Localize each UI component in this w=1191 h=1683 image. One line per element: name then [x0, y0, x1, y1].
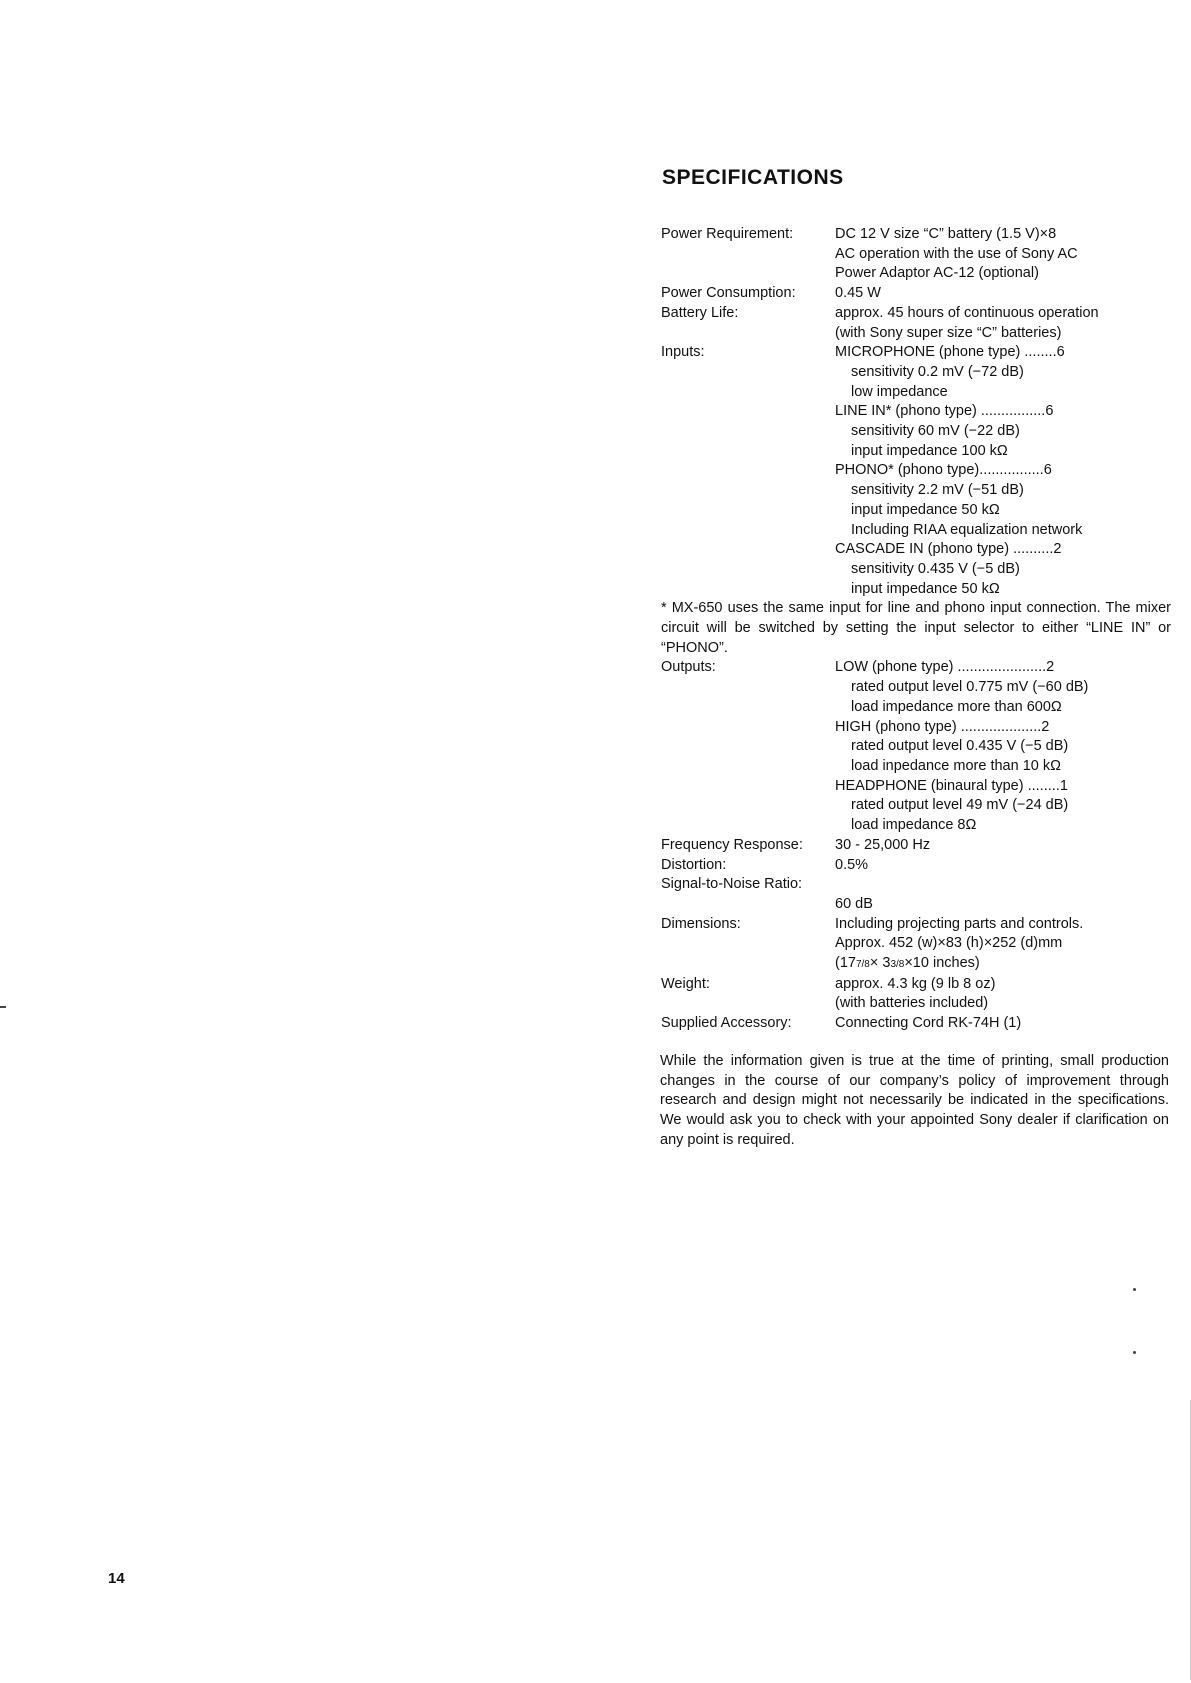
spec-line: sensitivity 60 mV (−22 dB): [851, 423, 1020, 440]
spec-line: load impedance more than 600Ω: [851, 698, 1062, 715]
spec-line: LINE IN* (phono type) ................6: [835, 403, 1054, 420]
spec-line: (with batteries included): [835, 995, 989, 1012]
spec-line: sensitivity 0.2 mV (−72 dB): [851, 363, 1024, 380]
spec-value: 60 dB: [835, 895, 873, 912]
scan-mark: [0, 1006, 6, 1008]
spec-line: input impedance 100 kΩ: [851, 442, 1008, 459]
spec-outputs: [661, 658, 1171, 835]
spec-battery-life: [661, 304, 1171, 343]
spec-value: 30 - 25,000 Hz: [835, 836, 931, 853]
spec-power-requirement: [661, 225, 1171, 284]
spec-line: approx. 45 hours of continuous operation: [835, 304, 1099, 321]
spec-label: Battery Life:: [661, 304, 739, 321]
spec-value: [835, 304, 1171, 343]
spec-value: [835, 975, 1171, 1014]
spec-line: rated output level 49 mV (−24 dB): [851, 797, 1069, 814]
spec-label: Frequency Response:: [661, 836, 803, 853]
spec-value: [835, 658, 1171, 835]
spec-line: approx. 4.3 kg (9 lb 8 oz): [835, 975, 996, 992]
spec-line: Including RIAA equalization network: [851, 521, 1083, 538]
spec-label: Inputs:: [661, 344, 705, 361]
spec-frequency-response: [661, 836, 1171, 856]
spec-line: load impedance 8Ω: [851, 817, 977, 834]
spec-line: PHONO* (phono type)................6: [835, 462, 1052, 479]
spec-line: sensitivity 2.2 mV (−51 dB): [851, 482, 1024, 499]
dim-fraction: 7/8: [855, 959, 870, 971]
spec-value: 0.5%: [835, 856, 869, 873]
spec-label: Distortion:: [661, 856, 727, 873]
spec-power-consumption: [661, 284, 1171, 304]
spec-line: Including projecting parts and controls.: [835, 915, 1084, 932]
spec-label: Power Consumption:: [661, 285, 796, 302]
spec-line: rated output level 0.435 V (−5 dB): [851, 738, 1069, 755]
disclaimer-paragraph: While the information given is true at the time of printing, small production changes in the course of our company’s policy of improvement through research and design might not necessarily be indicated in the specifications. We would ask you to check with your appointed Sony dealer if clarification on any point is required.: [660, 1053, 1169, 1148]
spec-value: 0.45 W: [835, 285, 881, 302]
spec-label: Supplied Accessory:: [661, 1015, 792, 1032]
spec-line: Approx. 452 (w)×83 (h)×252 (d)mm: [835, 935, 1063, 952]
spec-line: input impedance 50 kΩ: [851, 501, 1000, 518]
spec-line: LOW (phone type) ......................2: [835, 659, 1055, 676]
spec-line: HEADPHONE (binaural type) ........1: [835, 777, 1068, 794]
spec-line: CASCADE IN (phono type) ..........2: [835, 541, 1062, 558]
page-title: SPECIFICATIONS: [662, 166, 844, 189]
spec-line: sensitivity 0.435 V (−5 dB): [851, 560, 1020, 577]
spec-line: Power Adaptor AC-12 (optional): [835, 265, 1039, 282]
spec-value: [835, 225, 1171, 284]
spec-label: Outputs:: [661, 659, 716, 676]
spec-inputs: [661, 343, 1171, 599]
spec-value: [835, 343, 1171, 599]
spec-line: AC operation with the use of Sony AC: [835, 245, 1078, 262]
spec-line: MICROPHONE (phone type) ........6: [835, 344, 1065, 361]
spec-line: load inpedance more than 10 kΩ: [851, 757, 1061, 774]
dim-text: ×10 inches): [904, 955, 980, 972]
dim-fraction: 3/8: [890, 959, 905, 971]
spec-line: rated output level 0.775 mV (−60 dB): [851, 679, 1089, 696]
spec-supplied-accessory: [661, 1014, 1171, 1034]
spec-label: Power Requirement:: [661, 226, 794, 242]
spec-dimensions: [661, 915, 1171, 975]
page-number: 14: [108, 1570, 125, 1587]
spec-value: [835, 915, 1171, 975]
dim-text: (17: [835, 955, 856, 972]
inputs-footnote: * MX-650 uses the same input for line and phono input connection. The mixer circuit will be switched by setting the input selector to either “LINE IN” or “PHONO”.: [661, 600, 1171, 656]
spec-value: Connecting Cord RK-74H (1): [835, 1015, 1022, 1032]
spec-line-inches: [835, 954, 1171, 975]
spec-line: DC 12 V size “C” battery (1.5 V)×8: [835, 226, 1057, 242]
scan-speck: [1133, 1351, 1136, 1354]
spec-line: low impedance: [851, 383, 948, 400]
spec-label: Weight:: [661, 975, 710, 992]
dim-text: × 3: [869, 955, 891, 972]
spec-line: (with Sony super size “C” batteries): [835, 324, 1062, 341]
specifications-list: [661, 225, 1171, 1034]
spec-line: input impedance 50 kΩ: [851, 580, 1000, 597]
spec-snr-label: Signal-to-Noise Ratio:: [661, 876, 803, 893]
spec-label: Dimensions:: [661, 915, 741, 932]
spec-distortion: [661, 856, 1171, 876]
spec-line: HIGH (phono type) ....................2: [835, 718, 1050, 735]
spec-snr: [661, 895, 1171, 915]
scan-speck: [1133, 1288, 1136, 1291]
spec-weight: [661, 975, 1171, 1014]
